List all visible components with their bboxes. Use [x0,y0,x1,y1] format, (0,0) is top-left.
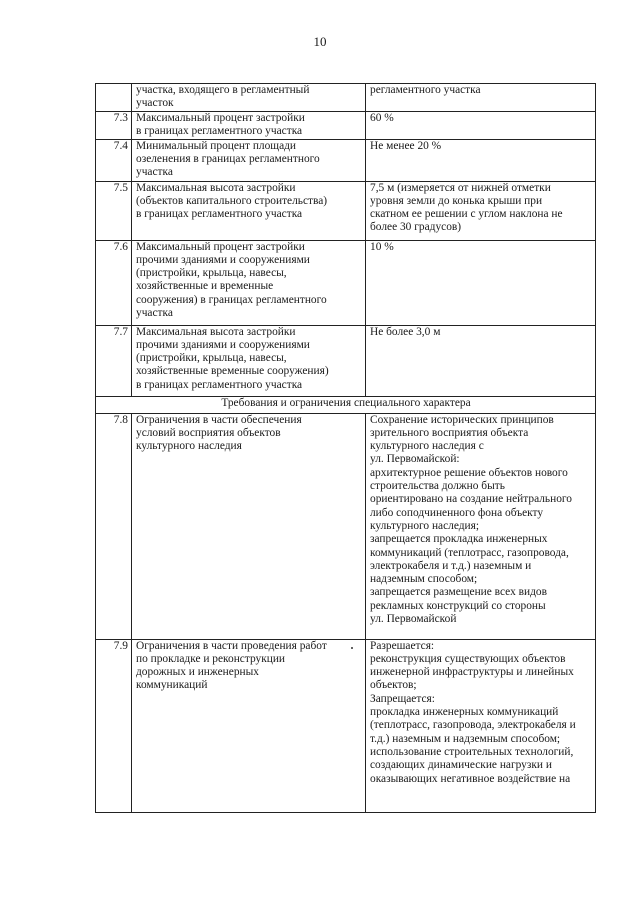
text-line: объектов; [370,679,417,692]
text-line: хозяйственные и временные [136,280,274,293]
text-line: запрещается размещение всех видов [370,586,547,599]
table-row [96,240,596,325]
regulation-table [95,83,596,813]
row-number: 7.8 [96,413,132,639]
text-line: Запрещается: [370,692,435,705]
text-line: сооружения) в границах регламентного [136,293,327,306]
text-line: (объектов капитального строительства) [136,194,328,207]
scan-speck [351,647,353,649]
text-line: (пристройки, крыльца, навесы, [136,352,287,365]
text-line: регламентного участка [370,84,481,96]
text-line: ул. Первомайской [370,613,457,626]
row-number: 7.4 [96,139,132,181]
text-line: Максимальный процент застройки [136,240,305,253]
text-line: Максимальная высота застройки [136,181,296,194]
text-line: участка [136,166,173,179]
text-line: электрокабеля и т.д.) наземным и [370,559,532,572]
table-row [96,181,596,240]
text-line: культурного наследия с [370,440,484,453]
parameter-value [366,181,596,240]
table-row [96,325,596,396]
special-row [96,639,596,812]
text-line: Минимальный процент площади [136,139,297,152]
parameter-name [132,240,366,325]
table-row [96,112,596,140]
special-row [96,413,596,639]
parameter-name [132,325,366,396]
parameter-value [366,84,596,112]
text-line: условий восприятия объектов [136,426,281,439]
text-line: т.д.) наземным и надземным способом; [370,732,561,745]
text-line: 60 % [370,112,394,124]
text-line: участок [136,97,174,110]
text-line: в границах регламентного участка [136,125,303,138]
text-line: запрещается прокладка инженерных [370,533,548,546]
text-line: Максимальный процент застройки [136,112,305,124]
text-line: Ограничения в части проведения работ [136,639,327,652]
text-line: по прокладке и реконструкции [136,652,286,665]
parameter-value [366,240,596,325]
text-line: культурного наследия; [370,519,480,532]
text-line: рекламных конструкций со стороны [370,599,546,612]
row-number: 7.9 [96,639,132,812]
parameter-name [132,139,366,181]
row-number [96,84,132,112]
text-line: участка, входящего в регламентный [136,84,310,96]
restriction-value [366,639,596,812]
parameter-value [366,112,596,140]
section-header-row [96,396,596,413]
text-line: либо соподчиненного фона объекту [370,506,544,519]
text-line: Не менее 20 % [370,139,442,152]
text-line: архитектурное решение объектов нового [370,466,568,479]
parameter-name [132,84,366,112]
row-number: 7.3 [96,112,132,140]
text-line: прокладка инженерных коммуникаций [370,706,559,719]
restriction-name [132,639,366,812]
text-line: уровня земли до конька крыши при [370,194,543,207]
text-line: 7,5 м (измеряется от нижней отметки [370,181,551,194]
text-line: Ограничения в части обеспечения [136,413,302,426]
text-line: в границах регламентного участка [136,208,303,221]
text-line: более 30 градусов) [370,221,462,234]
text-line: прочими зданиями и сооружениями [136,253,310,266]
text-line: реконструкция существующих объектов [370,652,566,665]
text-line: Разрешается: [370,639,435,652]
text-line: культурного наследия [136,440,242,453]
text-line: хозяйственные временные сооружения) [136,365,329,378]
text-line: (пристройки, крыльца, навесы, [136,267,287,280]
text-line: оказывающих негативное воздействие на [370,772,571,785]
parameter-name [132,181,366,240]
text-line: (теплотрасс, газопровода, электрокабеля и [370,719,576,732]
text-line: строительства должно быть [370,480,505,493]
text-line: надземным способом; [370,573,478,586]
text-line: ориентировано на создание нейтрального [370,493,572,506]
row-number: 7.5 [96,181,132,240]
text-line: 10 % [370,240,394,253]
section-title: Требования и ограничения специального характера [96,396,596,413]
parameter-value [366,139,596,181]
restriction-value [366,413,596,639]
text-line: Сохранение исторических принципов [370,413,554,426]
text-line: коммуникаций (теплотрасс, газопровода, [370,546,569,559]
text-line: зрительного восприятия объекта [370,426,529,439]
text-line: скатном ее решении с углом наклона не [370,208,563,221]
text-line: ул. Первомайской: [370,453,460,466]
text-line: участка [136,307,173,320]
table-row [96,84,596,112]
parameter-name [132,112,366,140]
table-row [96,139,596,181]
page-number: 10 [313,34,327,49]
text-line: создающих динамические нагрузки и [370,759,552,772]
restriction-name [132,413,366,639]
text-line: в границах регламентного участка [136,378,303,391]
parameter-value [366,325,596,396]
text-line: коммуникаций [136,679,208,692]
text-line: озеленения в границах регламентного [136,152,320,165]
text-line: дорожных и инженерных [136,666,259,679]
row-number: 7.7 [96,325,132,396]
row-number: 7.6 [96,240,132,325]
text-line: прочими зданиями и сооружениями [136,338,310,351]
text-line: использование строительных технологий, [370,745,574,758]
text-line: Максимальная высота застройки [136,325,296,338]
text-line: Не более 3,0 м [370,325,441,338]
text-line: инженерной инфраструктуры и линейных [370,666,574,679]
